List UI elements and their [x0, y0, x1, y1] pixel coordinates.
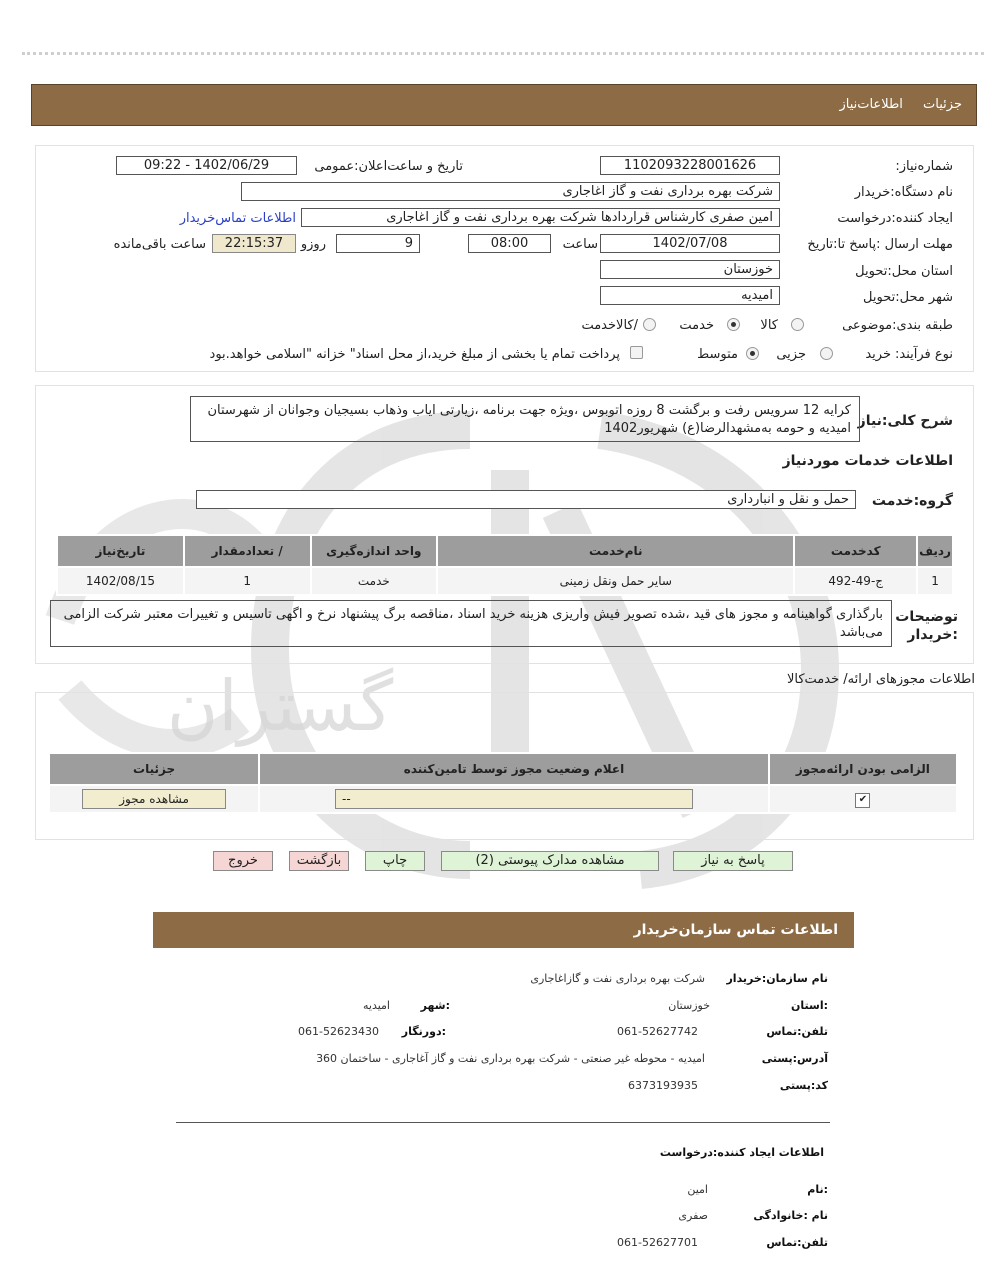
- process-medium-radio[interactable]: [746, 347, 759, 360]
- creator-name-value: امین: [687, 1183, 708, 1196]
- services-table: [56, 534, 954, 596]
- process-minor-label: جزیی: [776, 347, 806, 362]
- col-need-date: تاریخ‌نیاز: [57, 535, 184, 567]
- cell-permit-details: [49, 785, 259, 813]
- back-button[interactable]: بازگشت: [289, 851, 349, 871]
- permit-status-field: --: [335, 789, 693, 809]
- service-group-field: حمل و نقل و انبارداری: [196, 490, 856, 509]
- page-header-banner: [31, 84, 977, 126]
- exit-button[interactable]: خروج: [213, 851, 273, 871]
- contact-divider: [176, 1122, 830, 1123]
- contact-header: [153, 912, 854, 948]
- services-section-title: اطلاعات خدمات موردنیاز: [782, 453, 953, 469]
- days-label: روزو: [300, 237, 326, 252]
- category-service-radio[interactable]: [727, 318, 740, 331]
- remaining-label: ساعت باقی‌مانده: [113, 237, 206, 252]
- col-permit-status: اعلام وضعیت مجوز توسط تامین‌کننده: [259, 753, 769, 785]
- days-field: 9: [336, 234, 420, 253]
- contact-postal-label: کد:پستی: [779, 1079, 828, 1092]
- col-service-code: کدخدمت: [794, 535, 917, 567]
- category-label: طبقه بندی:موضوعی: [842, 318, 953, 333]
- cell-row: 1: [917, 567, 953, 595]
- creator-phone-label: تلفن:تماس: [766, 1236, 828, 1249]
- province-label: استان محل:تحویل: [855, 264, 953, 279]
- need-info-panel: [35, 145, 974, 372]
- service-group-label: گروه:خدمت: [871, 493, 953, 509]
- cell-need-date: 1402/08/15: [57, 567, 184, 595]
- creator-family-label: نام :خانوادگی: [753, 1209, 828, 1222]
- summary-text-box: کرایه 12 سرویس رفت و برگشت 8 روزه اتوبوس ،ویژه جهت برنامه ،زیارتی ایاب وذهاب بسیجیان وجوانان از شهرستان امیدیه و حومه به‌مشهدالرضا(ع) شهریور1402: [190, 396, 860, 442]
- table-row: [57, 567, 953, 595]
- reply-button[interactable]: پاسخ به نیاز: [673, 851, 793, 871]
- cell-service-code: ج-49-492: [794, 567, 917, 595]
- contact-org-value: شرکت بهره برداری نفت و گازاغاجاری: [530, 972, 705, 985]
- contact-address-value: امیدیه - محوطه غیر صنعتی - شرکت بهره برداری نفت و گاز آغاجاری - ساختمان 360: [316, 1052, 705, 1065]
- col-permit-required: الزامی بودن ارائه‌مجوز: [769, 753, 957, 785]
- category-goods-label: کالا: [760, 318, 778, 333]
- deadline-date-field: 1402/07/08: [600, 234, 780, 253]
- contact-address-label: آدرس:پستی: [761, 1052, 828, 1065]
- category-goods-service-label: /کالاخدمت: [581, 318, 638, 333]
- need-number-label: شماره‌نیاز:: [895, 159, 953, 174]
- deadline-time-field: 08:00: [468, 234, 551, 253]
- contact-fax-value: 061-52623430: [298, 1025, 379, 1038]
- announce-label: تاریخ و ساعت‌اعلان‌:عمومی: [314, 159, 463, 174]
- creator-section-title: اطلاعات ایجاد کننده:درخواست: [659, 1146, 824, 1159]
- category-service-label: خدمت: [679, 318, 714, 333]
- contact-org-label: نام سازمان:خریدار: [726, 972, 828, 985]
- col-row: ردیف: [917, 535, 953, 567]
- buyer-org-label: نام دستگاه:خریدار: [854, 185, 953, 200]
- creator-name-label: :نام: [807, 1183, 828, 1196]
- summary-label: شرح کلی:نیاز: [857, 413, 953, 429]
- contact-province-label: :استان: [791, 999, 828, 1012]
- contact-phone-label: تلفن:تماس: [766, 1025, 828, 1038]
- col-quantity: / تعدادمقدار: [184, 535, 311, 567]
- tab-details[interactable]: جزئیات: [923, 97, 962, 112]
- remaining-time-field: 22:15:37: [212, 234, 296, 253]
- cell-service-name: سایر حمل ونقل زمینی: [437, 567, 794, 595]
- deadline-label: مهلت ارسال :پاسخ تا:تاریخ: [807, 237, 953, 252]
- buyer-notes-box: بارگذاری گواهینامه و مجوز های قید ،شده تصویر فیش واریزی هزینه خرید اسناد ،مناقصه برگ پیشنهاد نرخ و اگهی تاسیس و تغییرات معتبر شرکت الزامی می‌باشد: [50, 600, 892, 647]
- category-goods-radio[interactable]: [791, 318, 804, 331]
- col-unit: واحد اندازه‌گیری: [311, 535, 438, 567]
- cell-permit-status: [259, 785, 769, 813]
- contact-title: اطلاعات تماس سازمان‌خریدار: [633, 922, 838, 938]
- announce-datetime-field: 1402/06/29 - 09:22: [116, 156, 297, 175]
- process-minor-radio[interactable]: [820, 347, 833, 360]
- permits-title: اطلاعات مجوزهای ارائه/ خدمت‌کالا: [786, 672, 975, 687]
- creator-family-value: صفری: [678, 1209, 708, 1222]
- buyer-org-field: شرکت بهره برداری نفت و گاز اغاجاری: [241, 182, 780, 201]
- print-button[interactable]: چاپ: [365, 851, 425, 871]
- need-number-field: 1102093228001626: [600, 156, 780, 175]
- watermark-text: گستران: [166, 665, 394, 747]
- contact-postal-value: 6373193935: [628, 1079, 698, 1092]
- buyer-notes-label: توضیحات :خریدار: [895, 609, 958, 643]
- cell-quantity: 1: [184, 567, 311, 595]
- process-medium-label: متوسط: [697, 347, 738, 362]
- permit-required-checkbox[interactable]: ✔: [855, 793, 870, 808]
- treasury-checkbox[interactable]: [630, 346, 643, 359]
- cell-permit-required: [769, 785, 957, 813]
- services-table-header: [57, 535, 953, 567]
- top-dotted-line: [22, 52, 984, 55]
- col-permit-details: جزئیات: [49, 753, 259, 785]
- creator-label: ایجاد کننده:درخواست: [837, 211, 953, 226]
- permits-table-header: [49, 753, 957, 785]
- cell-unit: خدمت: [311, 567, 438, 595]
- province-field: خوزستان: [600, 260, 780, 279]
- contact-city-value: امیدیه: [362, 999, 390, 1012]
- treasury-note: پرداخت تمام یا بخشی از مبلغ خرید،از محل اسناد" خزانه "اسلامی خواهد.بود: [209, 347, 620, 362]
- view-permit-button[interactable]: مشاهده مجوز: [82, 789, 226, 809]
- city-label: شهر محل:تحویل: [863, 290, 953, 305]
- creator-phone-value: 061-52627701: [617, 1236, 698, 1249]
- contact-fax-label: :دورنگار: [401, 1025, 446, 1038]
- contact-province-value: خوزستان: [668, 999, 710, 1012]
- city-field: امیدیه: [600, 286, 780, 305]
- buyer-contact-link[interactable]: اطلاعات تماس‌خریدار: [179, 211, 296, 226]
- deadline-time-label: ساعت: [562, 237, 598, 252]
- contact-city-label: :شهر: [420, 999, 450, 1012]
- col-service-name: نام‌خدمت: [437, 535, 794, 567]
- attachments-button[interactable]: مشاهده مدارک پیوستی (2): [441, 851, 659, 871]
- process-buy-label: خرید: [865, 347, 891, 362]
- creator-field: امین صفری کارشناس قراردادها شرکت بهره برداری نفت و گاز اغاجاری: [301, 208, 780, 227]
- category-goods-service-radio[interactable]: [643, 318, 656, 331]
- contact-phone-value: 061-52627742: [617, 1025, 698, 1038]
- tab-need-info[interactable]: اطلاعات‌نیاز: [839, 97, 903, 112]
- process-label: نوع فرآیند:: [895, 347, 953, 362]
- table-row: [49, 785, 957, 813]
- permits-table: [48, 752, 958, 814]
